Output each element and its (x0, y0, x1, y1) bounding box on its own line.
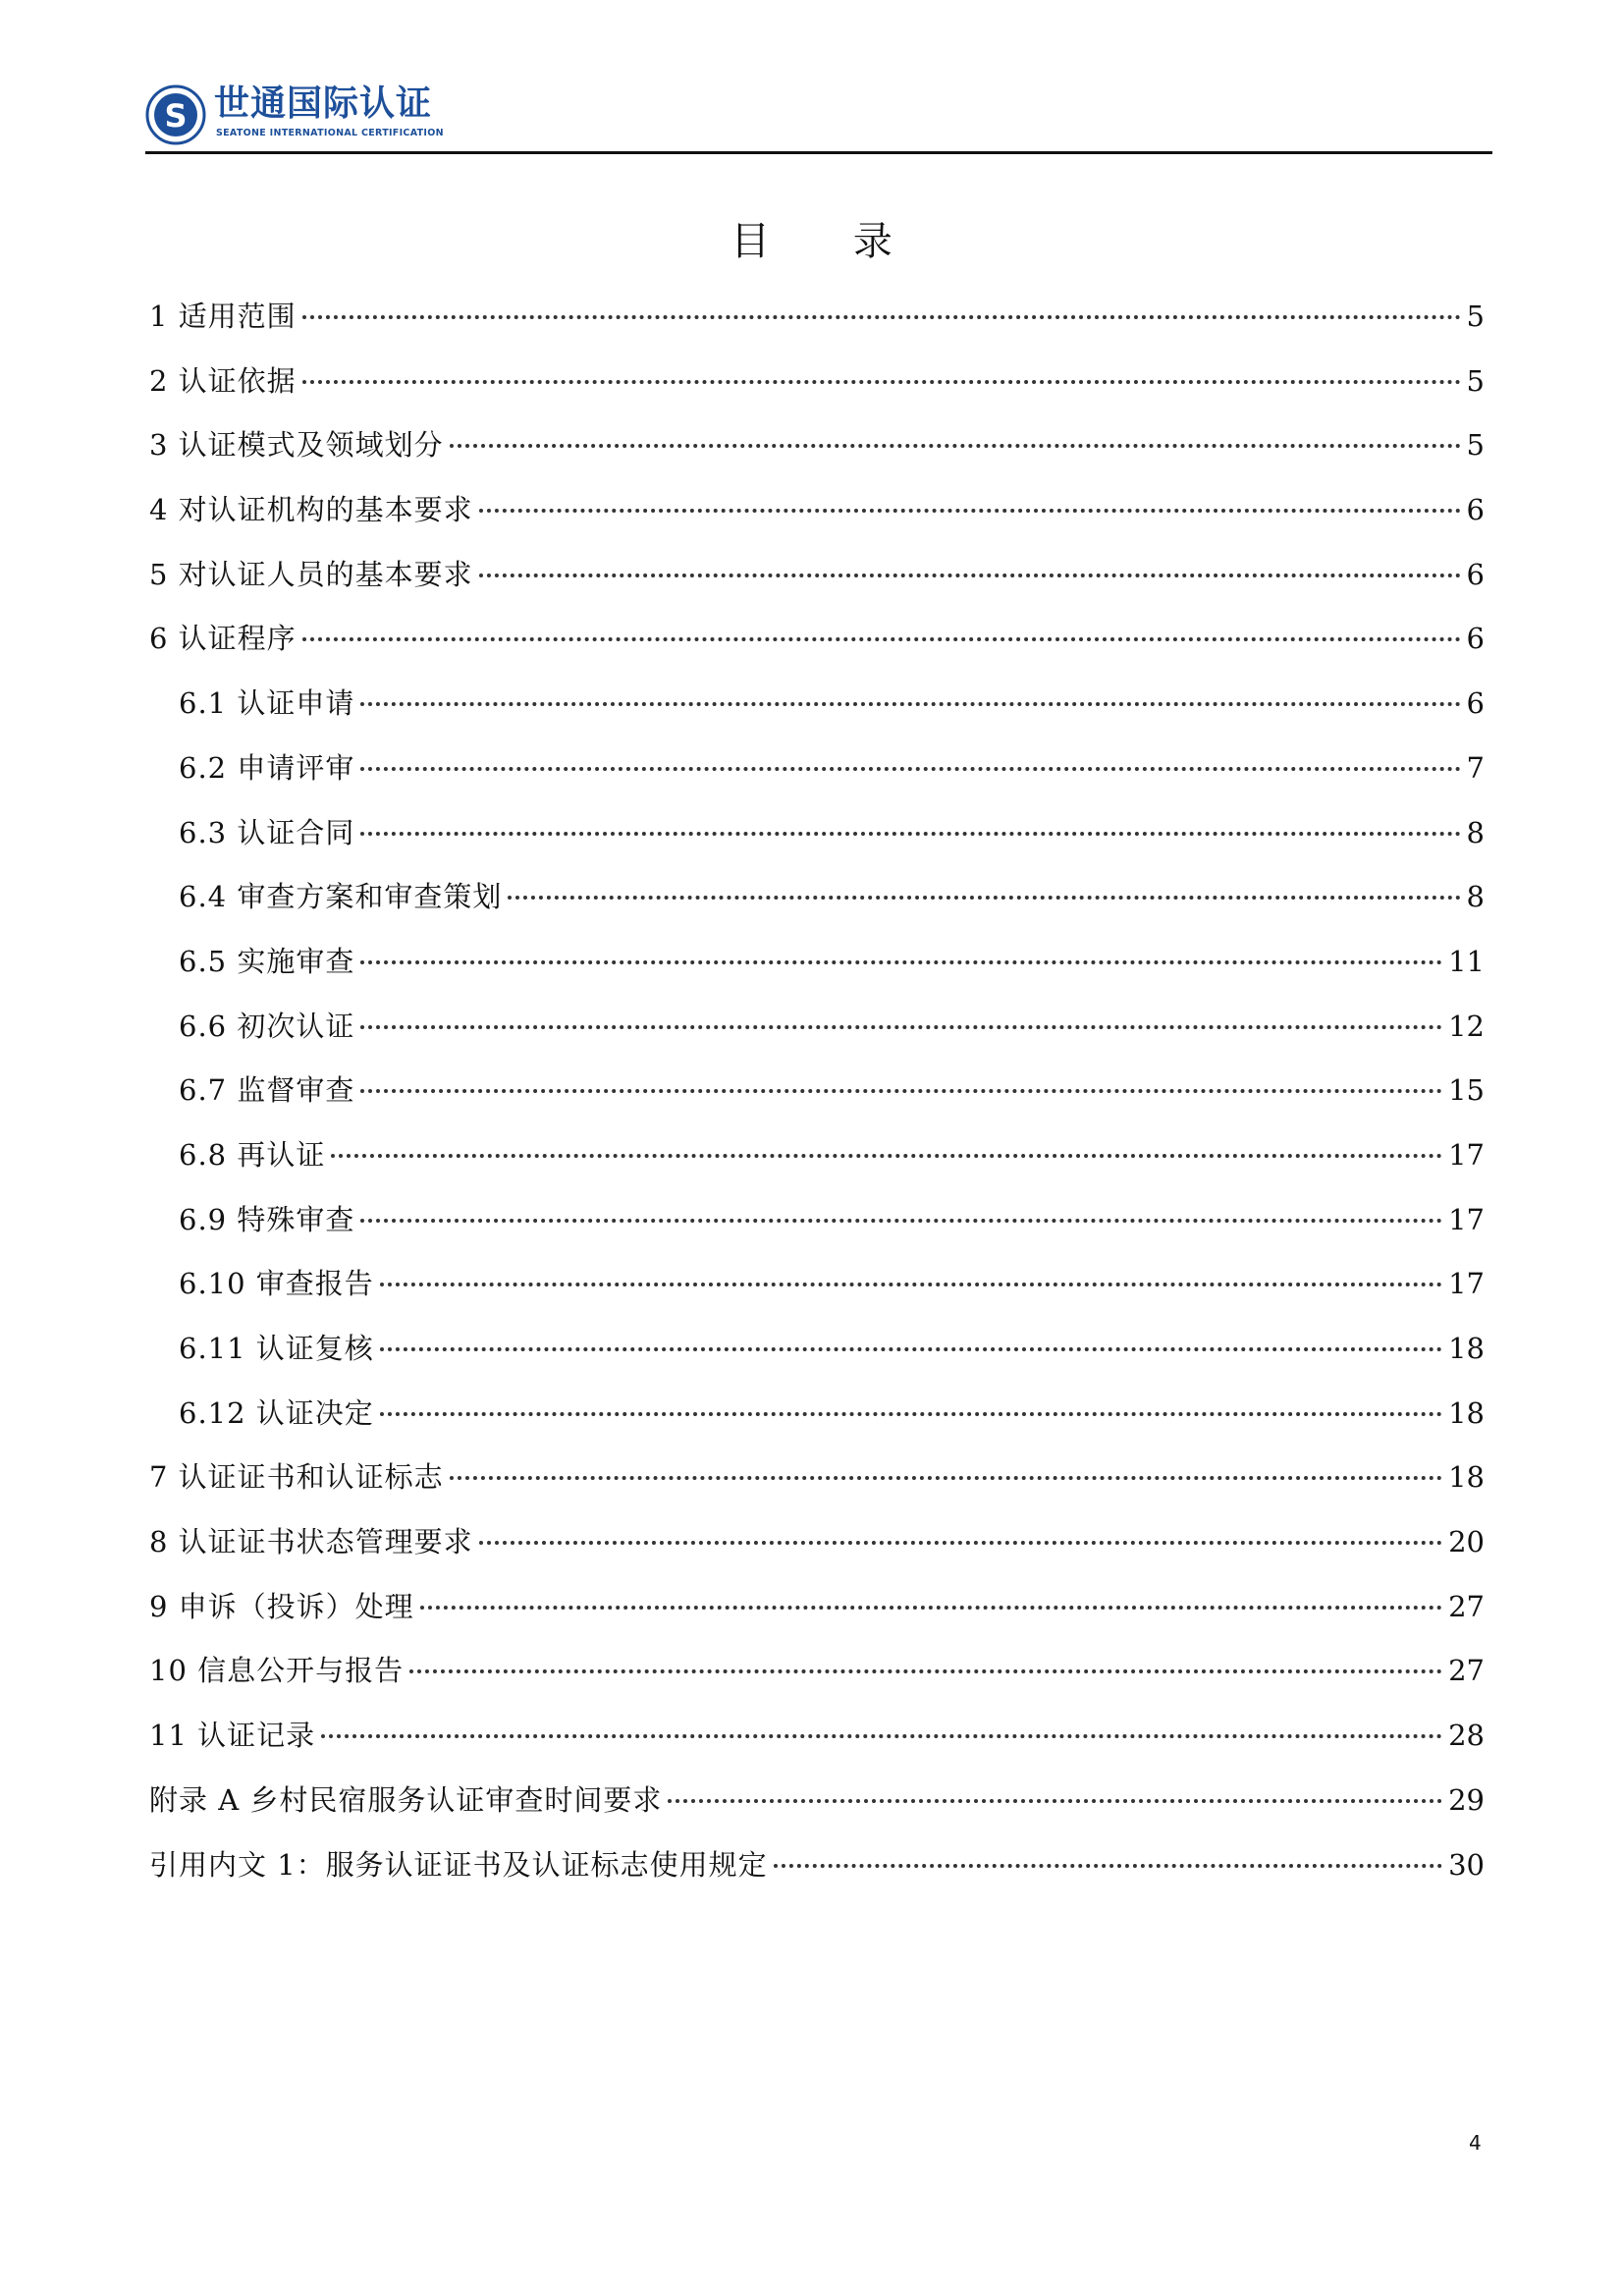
toc-dot-leader (479, 509, 1461, 513)
toc-entry-page: 11 (1448, 944, 1485, 978)
toc-entry[interactable] (149, 1843, 1485, 1908)
toc-entry-page: 7 (1466, 750, 1485, 785)
toc-entry[interactable] (149, 746, 1485, 811)
page-header (145, 81, 1492, 151)
toc-dot-leader (450, 1476, 1442, 1480)
toc-entry[interactable] (149, 1392, 1485, 1456)
toc-dot-leader (302, 315, 1461, 319)
toc-dot-leader (302, 637, 1461, 641)
toc-entry[interactable] (149, 488, 1485, 553)
toc-entry-label: 6.3 认证合同 (179, 815, 355, 849)
toc-entry[interactable] (149, 423, 1485, 488)
toc-entry[interactable] (149, 1005, 1485, 1069)
toc-entry[interactable] (149, 682, 1485, 746)
toc-dot-leader (360, 702, 1460, 706)
toc-dot-leader (409, 1669, 1442, 1673)
toc-dot-leader (774, 1864, 1442, 1868)
toc-entry[interactable] (149, 1068, 1485, 1133)
toc-entry-label: 9 申诉（投诉）处理 (149, 1589, 414, 1623)
toc-entry-page: 15 (1448, 1073, 1485, 1108)
company-logo-icon (145, 84, 206, 145)
toc-entry[interactable] (149, 1649, 1485, 1714)
toc-entry-page: 12 (1448, 1009, 1485, 1043)
toc-entry[interactable] (149, 811, 1485, 876)
toc-dot-leader (380, 1412, 1442, 1416)
toc-dot-leader (360, 767, 1460, 771)
toc-entry-page: 18 (1448, 1460, 1485, 1495)
toc-entry-page: 8 (1466, 880, 1485, 914)
toc-dot-leader (420, 1606, 1442, 1610)
toc-entry-label: 6.4 审查方案和审查策划 (179, 880, 503, 914)
toc-entry-page: 5 (1466, 428, 1485, 463)
toc-entry[interactable] (149, 1714, 1485, 1778)
toc-entry-page: 6 (1466, 622, 1485, 656)
toc-entry-page: 6 (1466, 557, 1485, 591)
toc-entry[interactable] (149, 1327, 1485, 1392)
toc-entry-page: 20 (1448, 1525, 1485, 1559)
toc-entry-label: 6.9 特殊审查 (179, 1202, 355, 1236)
toc-dot-leader (360, 1025, 1442, 1029)
toc-entry-page: 27 (1448, 1654, 1485, 1688)
toc-entry[interactable] (149, 1262, 1485, 1327)
toc-title: 目 录 (730, 219, 928, 264)
toc-dot-leader (360, 832, 1460, 836)
toc-entry-label: 6.10 审查报告 (179, 1267, 374, 1301)
toc-entry-label: 6.8 再认证 (179, 1137, 326, 1172)
toc-entry-label: 6.12 认证决定 (179, 1395, 374, 1430)
toc-entry-label: 引用内文 1：服务认证证书及认证标志使用规定 (149, 1847, 768, 1882)
toc-entry-page: 5 (1466, 363, 1485, 398)
toc-entry-page: 28 (1448, 1719, 1485, 1753)
toc-entry[interactable] (149, 1455, 1485, 1520)
toc-dot-leader (360, 1089, 1442, 1093)
toc-entry-page: 27 (1448, 1589, 1485, 1623)
toc-entry-label: 6.11 认证复核 (179, 1332, 374, 1365)
toc-entry-label: 2 认证依据 (149, 363, 297, 398)
toc-entry[interactable] (149, 553, 1485, 618)
toc-entry-page: 30 (1448, 1847, 1485, 1882)
toc-entry-page: 6 (1466, 686, 1485, 721)
toc-dot-leader (360, 1219, 1442, 1223)
toc-entry[interactable] (149, 295, 1485, 359)
toc-entry-label: 1 适用范围 (149, 300, 297, 333)
toc-entry-label: 10 信息公开与报告 (149, 1654, 405, 1688)
toc-entry-label: 6.1 认证申请 (179, 686, 355, 721)
toc-entry-label: 5 对认证人员的基本要求 (149, 557, 473, 591)
toc-entry-page: 17 (1448, 1267, 1485, 1301)
toc-entry-label: 附录 A 乡村民宿服务认证审查时间要求 (149, 1782, 663, 1817)
toc-entry-label: 6.2 申请评审 (179, 750, 355, 785)
toc-entry-page: 17 (1448, 1202, 1485, 1236)
toc-dot-leader (331, 1154, 1442, 1158)
toc-entry-label: 4 对认证机构的基本要求 (149, 493, 473, 527)
toc-entry-label: 6.7 监督审查 (179, 1073, 355, 1108)
toc-entry-label: 6 认证程序 (149, 622, 297, 656)
toc-dot-leader (380, 1347, 1442, 1351)
toc-entry[interactable] (149, 359, 1485, 424)
toc-entry-page: 29 (1448, 1782, 1485, 1817)
toc-entry-page: 6 (1466, 493, 1485, 527)
logo-mark-letter: S (164, 97, 188, 135)
toc-entry-page: 5 (1466, 300, 1485, 333)
page-number: 4 (1469, 2131, 1482, 2155)
toc-entry-page: 17 (1448, 1137, 1485, 1172)
toc-entry-label: 6.5 实施审查 (179, 944, 355, 978)
toc-entry[interactable] (149, 1585, 1485, 1650)
toc-dot-leader (450, 444, 1461, 448)
toc-entry[interactable] (149, 1520, 1485, 1585)
toc-entry[interactable] (149, 875, 1485, 940)
toc-entry-page: 18 (1448, 1332, 1485, 1365)
toc-entry-label: 6.6 初次认证 (179, 1009, 355, 1043)
table-of-contents (149, 295, 1485, 1907)
toc-entry-page: 18 (1448, 1395, 1485, 1430)
toc-entry[interactable] (149, 1133, 1485, 1198)
toc-dot-leader (380, 1283, 1442, 1286)
toc-entry-label: 8 认证证书状态管理要求 (149, 1525, 473, 1559)
header-divider (145, 151, 1492, 154)
logo-english-name: SEATONE INTERNATIONAL CERTIFICATION (216, 128, 444, 138)
logo-chinese-name: 世通国际认证 (214, 83, 433, 124)
toc-dot-leader (479, 1541, 1442, 1545)
toc-entry[interactable] (149, 617, 1485, 682)
toc-entry-label: 7 认证证书和认证标志 (149, 1460, 444, 1495)
toc-dot-leader (479, 574, 1461, 577)
toc-dot-leader (360, 960, 1442, 964)
toc-dot-leader (668, 1799, 1442, 1803)
toc-dot-leader (508, 896, 1460, 900)
toc-entry[interactable] (149, 940, 1485, 1005)
toc-entry[interactable] (149, 1778, 1485, 1843)
toc-entry-label: 3 认证模式及领域划分 (149, 428, 444, 463)
toc-dot-leader (302, 380, 1461, 384)
toc-dot-leader (321, 1734, 1442, 1738)
toc-entry-label: 11 认证记录 (149, 1719, 316, 1753)
toc-entry[interactable] (149, 1198, 1485, 1263)
toc-entry-page: 8 (1466, 815, 1485, 849)
